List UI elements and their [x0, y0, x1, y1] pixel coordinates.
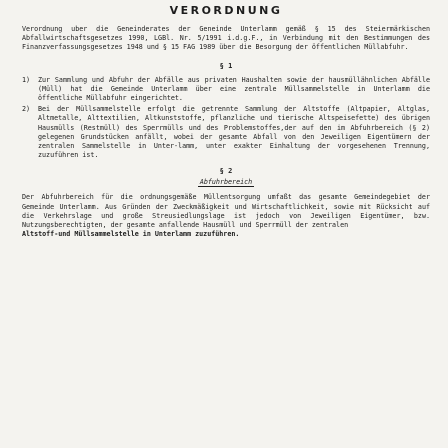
- item-number: 2): [22, 105, 31, 114]
- list-item: [22, 76, 430, 104]
- item-text: Bei der Müllsammelstelle erfolgt die getrennte Sammlung der Altstoffe (Altpapier, Altglas, Altmetalle, Alttextilien, Altkunststoffe, pflanzliche und tierische Altspeisefette) des übrigen Hausmülls (Restmüll) des Sperrmülls und des Problemstoffes,der auf den im Abfuhrbereich (§ 2) gelegenen Grundstücken anfällt, wobei der gesamte Abfall von den Jeweiligen Eigentümern der zentralen Sammelstelle in Unter-lamm, unter exakter Einhaltung der vorgesehenen Trennung, zuzuführen ist.: [38, 105, 430, 160]
- section-2-subheading-wrap: [22, 178, 430, 187]
- section-2-subheading: Abfuhrbereich: [199, 178, 253, 187]
- list-item: [22, 105, 430, 160]
- section-2-paragraph: Der Abfuhrbereich für die ordnungsgemäße Müllentsorgung umfaßt das gesamte Gemeindegebiet der Gemeinde Unterlamm. Aus Gründen der Zweckmäßigkeit und Wirtschaftlichkeit, sowie mit Rücksicht auf die Verkehrslage und große Streusiedlungslage ist jedoch von Jeweiligen Eigentümer, bzw. Nutzungsberechtigten, der gesamte anfallende Hausmüll und Sperrmüll der zentralen: [22, 193, 430, 230]
- section-2-last-line: Altstoff-und Müllsammelstelle in Unterlamm zuzuführen.: [22, 230, 240, 239]
- item-text: Zur Sammlung und Abfuhr der Abfälle aus privaten Haushalten sowie der hausmüllähnlichen Abfälle (Müll) hat die Gemeinde Unterlamm über eine zentrale Müllsammelstelle in Unterlamm die öffentliche Müllabfuhr eingerichtet.: [38, 75, 430, 103]
- item-number: 1): [22, 75, 31, 84]
- document-title: VERORDNUNG: [169, 4, 283, 17]
- section-2-heading: § 2: [219, 167, 233, 176]
- section-1-heading: § 1: [219, 61, 233, 70]
- preamble-paragraph: Verordnung uber die Geneinderates der Geneinde Unterlamm gemäß § 15 des Steiermärkischen Abfallwirtschaftsgesetzes 1990, LGBl. Nr. 5/1991 i.d.g.F., in Verbindung mit den Bestimmungen des Finanzverfassungsgesetzes 1948 und § 15 FAG 1989 über die Besorgung der öffentlichen Müllabfuhr.: [22, 25, 430, 52]
- section-1-items: [22, 76, 430, 161]
